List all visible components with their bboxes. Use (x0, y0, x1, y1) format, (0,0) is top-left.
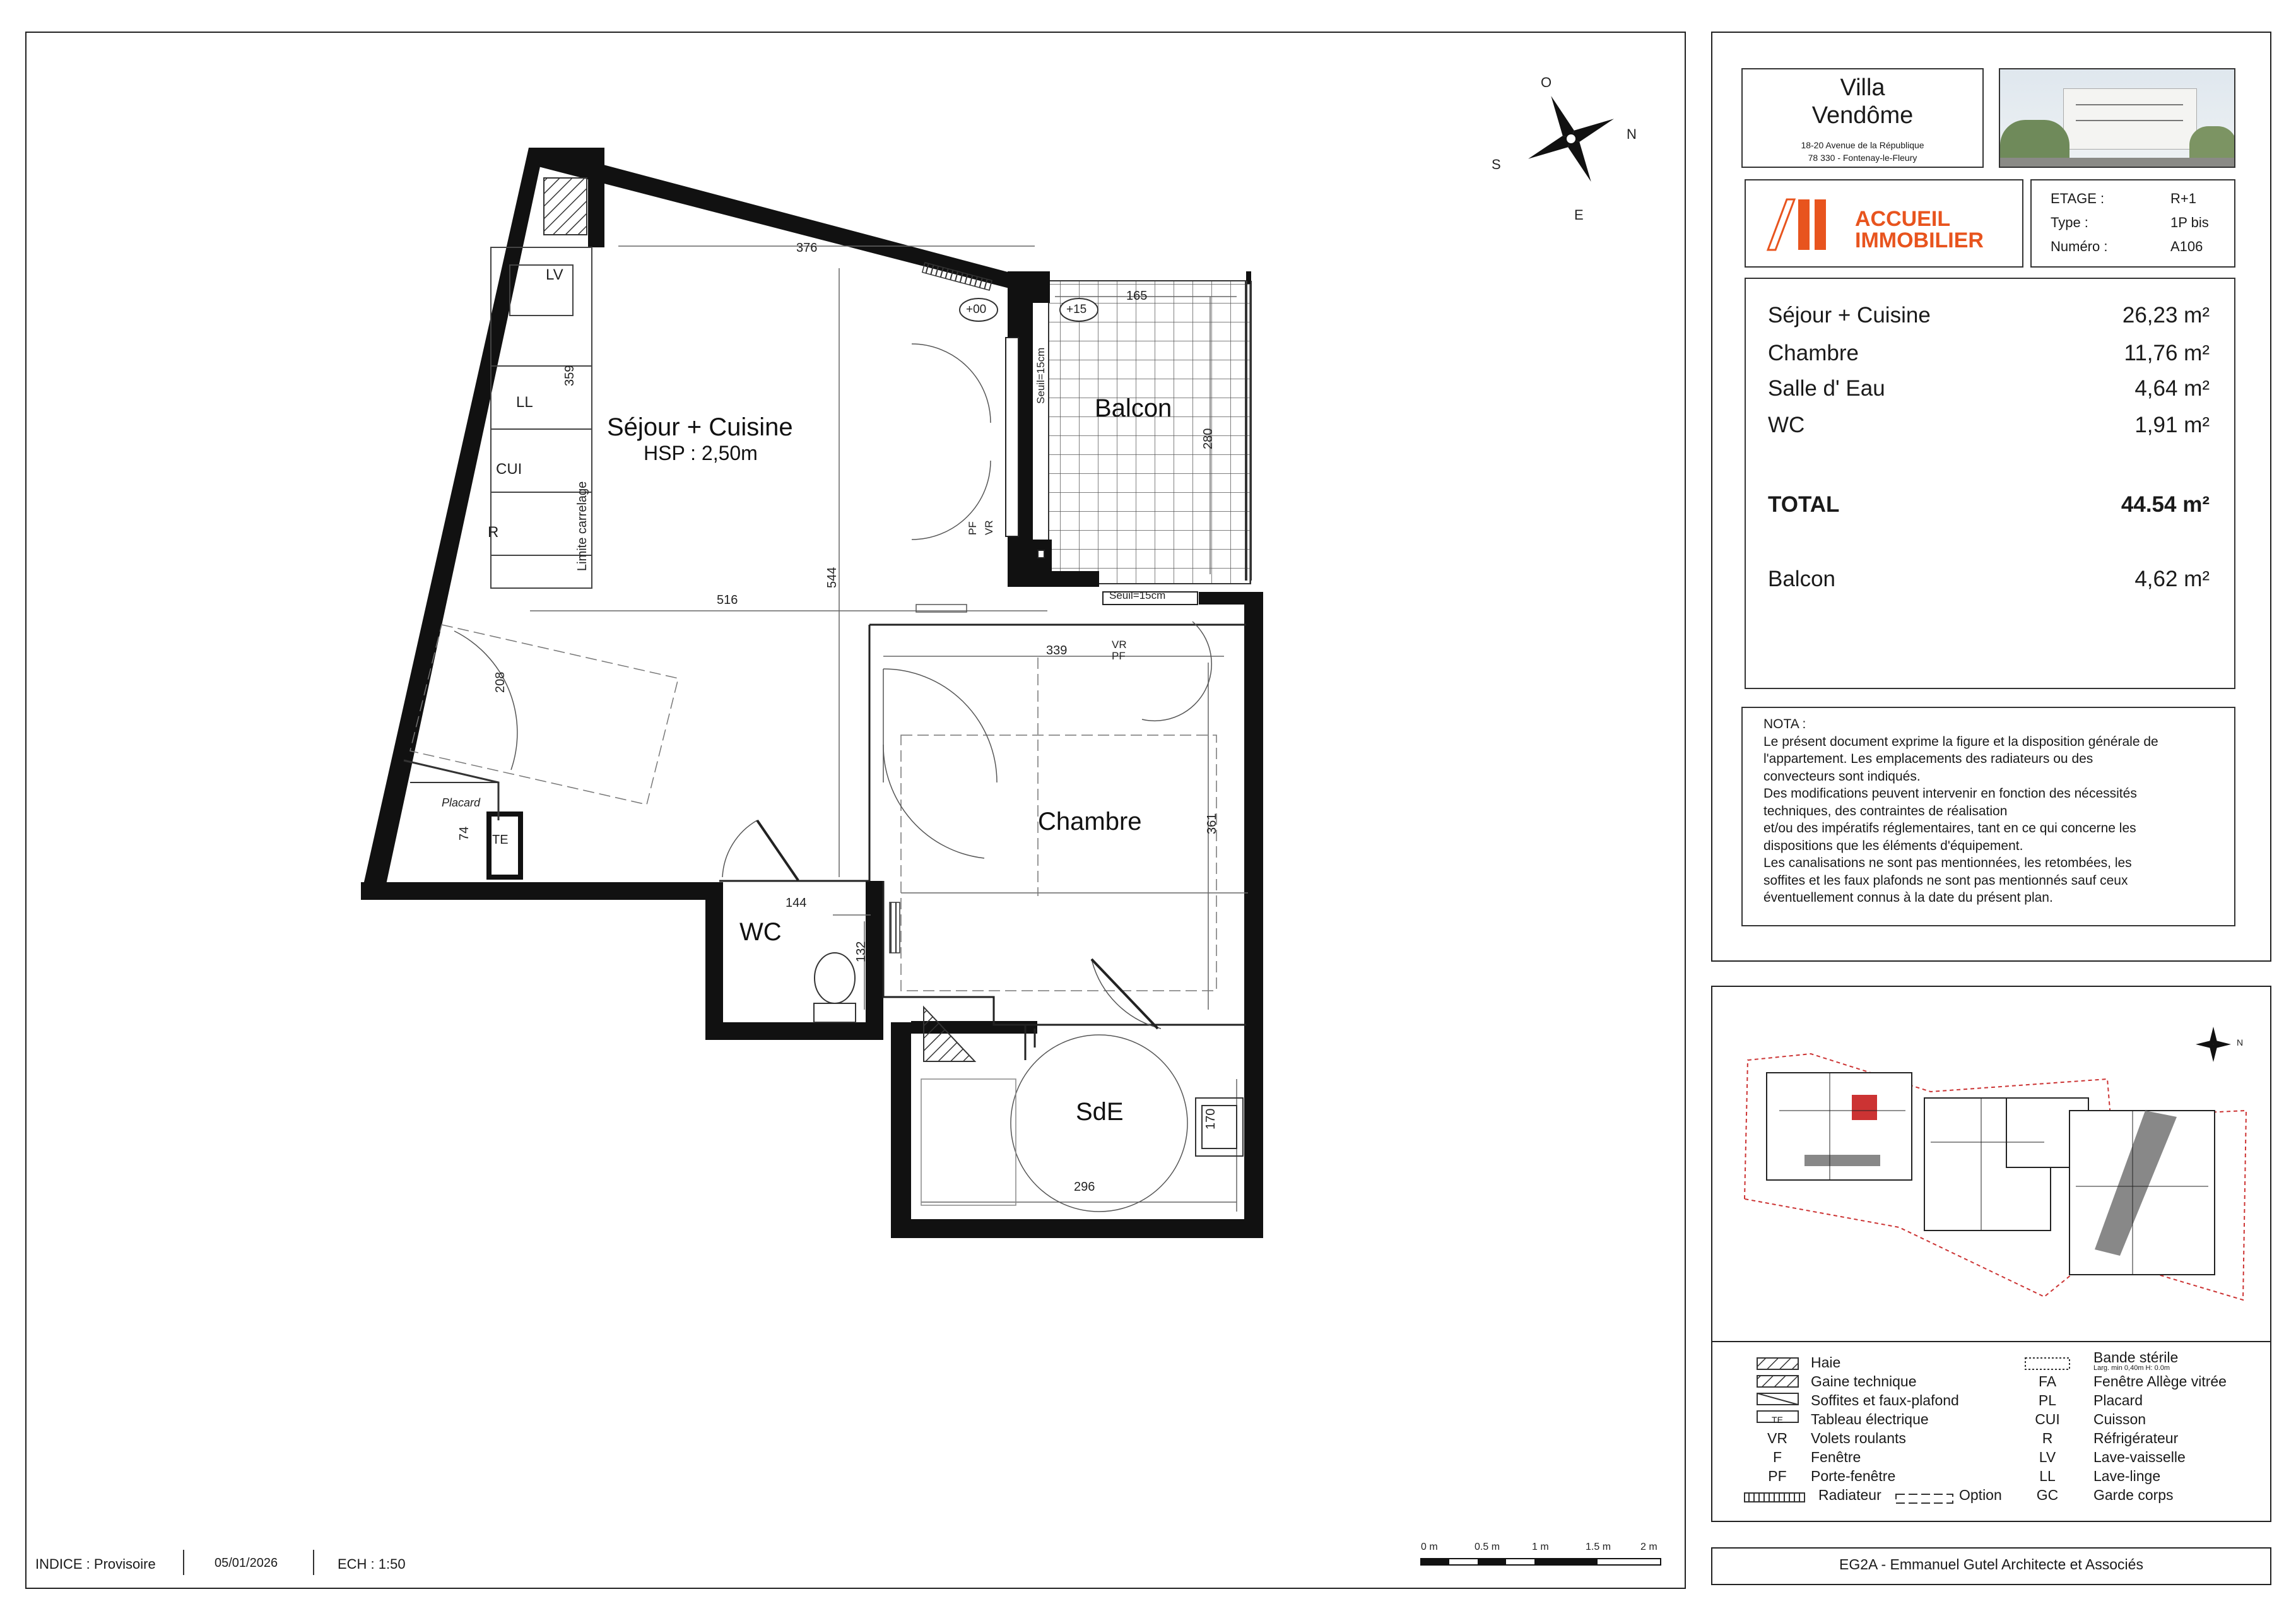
legend-label: Option (1959, 1487, 2002, 1503)
brand-logo-icon (1762, 194, 1831, 252)
area-value: 26,23 m² (2122, 303, 2210, 328)
legend-gc (2025, 1487, 2174, 1504)
level-marker-00: +00 (966, 303, 987, 316)
scale-label-15: 1.5 m (1586, 1542, 1611, 1552)
area-row-balcon (1768, 567, 2210, 592)
legend-code: PL (2038, 1392, 2057, 1408)
scale-label-1: 1 m (1532, 1542, 1549, 1552)
legend-gaine (1811, 1373, 1917, 1390)
legend-code: GC (2036, 1487, 2059, 1503)
fixture-pf-bottom: PF (1112, 650, 1126, 662)
lot-info-value: A106 (2170, 239, 2203, 254)
note-line: éventuellement connus à la date du présent plan. (1763, 890, 2053, 905)
note-line: techniques, des contraintes de réalisation (1763, 803, 2008, 818)
legend-option (1959, 1487, 2002, 1504)
legend-label: Fenêtre (1811, 1449, 1861, 1465)
fixture-placard: Placard (442, 796, 481, 809)
total-label: TOTAL (1768, 492, 1840, 517)
legend-divider (1711, 1341, 2271, 1342)
dimension-339: 339 (1046, 644, 1068, 658)
project-name-line2: Vendôme (1811, 102, 1914, 129)
legend-label: Placard (2093, 1392, 2143, 1408)
area-room: Séjour + Cuisine (1768, 303, 1931, 328)
dimension-165: 165 (1126, 289, 1148, 303)
legend-label: Garde corps (2093, 1487, 2174, 1503)
legend-pf (1755, 1468, 1895, 1485)
legend-code: LV (2039, 1449, 2056, 1465)
legend-sub: Larg. min 0,40m H: 0.0m (2093, 1364, 2170, 1372)
fixture-cui: CUI (496, 461, 522, 478)
compass-rose (1526, 93, 1616, 184)
project-name-line1: Villa (1840, 74, 1885, 101)
scale-bar (1421, 1559, 1661, 1565)
legend-cui (2025, 1411, 2146, 1428)
lot-info-type (2051, 215, 2209, 231)
level-marker-15: +15 (1066, 303, 1087, 316)
legend-label: Bande stérile (2093, 1349, 2179, 1366)
fixture-lv: LV (546, 266, 563, 283)
brand-name-line1: ACCUEIL (1855, 207, 1951, 231)
dimension-376: 376 (796, 241, 818, 255)
fixture-ll: LL (516, 394, 533, 411)
legend-label: Gaine technique (1811, 1373, 1917, 1390)
note-title: NOTA : (1763, 717, 1806, 731)
dimension-170: 170 (1204, 1108, 1218, 1130)
dimension-361: 361 (1205, 813, 1219, 834)
lot-info-etage (2051, 191, 2196, 207)
note-line: Les canalisations ne sont pas mentionnées, les retombées, les (1763, 856, 2132, 870)
lot-info-label: Numéro : (2051, 239, 2108, 254)
legend-soffites (1811, 1392, 1959, 1409)
legend-code: F (1772, 1449, 1782, 1465)
note-text (1763, 716, 2158, 907)
legend-te (1755, 1411, 1929, 1428)
legend-f (1755, 1449, 1861, 1466)
washbasin (1196, 1098, 1243, 1156)
room-label-hsp: HSP : 2,50m (644, 442, 758, 464)
balcon-label: Balcon (1768, 567, 1836, 591)
note-line: dispositions que les éléments d'équipement. (1763, 838, 2023, 853)
dimension-359: 359 (563, 365, 577, 386)
lot-info-label: ETAGE : (2051, 191, 2105, 206)
footer-divider-2 (313, 1550, 314, 1575)
project-photo (1999, 68, 2235, 168)
area-value: 11,76 m² (2124, 341, 2210, 365)
dimension-208: 208 (493, 671, 507, 693)
area-row-chambre (1768, 341, 2210, 366)
balcon-value: 4,62 m² (2134, 567, 2210, 591)
project-address-line1: 18-20 Avenue de la République (1801, 140, 1924, 150)
fixture-r: R (488, 524, 499, 541)
fixture-pf-left: PF (967, 521, 979, 535)
footer-date: 05/01/2026 (215, 1556, 278, 1570)
gaine-technique (544, 178, 587, 235)
fixture-seuil-vertical: Seuil=15cm (1035, 347, 1047, 404)
areas-box (1745, 278, 2235, 689)
dimension-544: 544 (825, 567, 839, 588)
compass-s: S (1492, 156, 1501, 172)
fixture-te: TE (492, 833, 509, 847)
scale-label-2: 2 m (1640, 1542, 1657, 1552)
legend-haie (1811, 1354, 1840, 1371)
legend-code: LL (2039, 1468, 2056, 1484)
footer-divider-1 (183, 1550, 184, 1575)
dimension-132: 132 (854, 941, 868, 962)
legend-label: Porte-fenêtre (1811, 1468, 1896, 1484)
area-room: WC (1768, 413, 1805, 437)
legend-label: Cuisson (2093, 1411, 2146, 1427)
legend-bande-sterile (2093, 1350, 2178, 1372)
area-row-total (1768, 492, 2210, 517)
area-row-salle-eau (1768, 376, 2210, 401)
legend-r (2025, 1430, 2178, 1447)
legend-fa (2025, 1373, 2227, 1390)
total-value: 44.54 m² (2121, 492, 2210, 517)
dimension-296: 296 (1074, 1180, 1095, 1194)
legend-label: Fenêtre Allège vitrée (2093, 1373, 2227, 1390)
note-line: Des modifications peuvent intervenir en fonction des nécessités (1763, 786, 2137, 801)
legend-code: VR (1767, 1430, 1787, 1446)
area-row-wc (1768, 413, 2210, 438)
area-value: 1,91 m² (2134, 413, 2210, 437)
scale-label-05: 0.5 m (1475, 1542, 1500, 1552)
dimension-516: 516 (717, 593, 738, 607)
legend-label: Tableau électrique (1811, 1411, 1929, 1427)
note-line: soffites et les faux plafonds ne sont pas mentionnés sauf ceux (1763, 873, 2128, 888)
footer-scale: ECH : 1:50 (338, 1556, 406, 1572)
fixture-vr-bottom: VR (1112, 639, 1127, 651)
fixture-seuil-horizontal: Seuil=15cm (1109, 589, 1166, 601)
legend-pl (2025, 1392, 2143, 1409)
mini-compass (2196, 1027, 2231, 1062)
room-label-sejour: Séjour + Cuisine (607, 413, 793, 441)
area-row-sejour (1768, 303, 2210, 328)
lot-info-numero (2051, 239, 2203, 255)
legend-code: TE (1772, 1414, 1783, 1425)
legend-code: CUI (2035, 1411, 2060, 1427)
site-plan (1745, 1054, 2246, 1300)
note-line: convecteurs sont indiqués. (1763, 769, 1921, 784)
room-label-sde: SdE (1076, 1098, 1124, 1126)
compass-e: E (1574, 207, 1584, 223)
scale-label-0: 0 m (1421, 1542, 1438, 1552)
legend-label: Réfrigérateur (2093, 1430, 2179, 1446)
note-line: l'appartement. Les emplacements des radiateurs ou des (1763, 752, 2093, 766)
lot-info-value: 1P bis (2170, 215, 2209, 230)
legend-code: R (2042, 1430, 2053, 1446)
dimension-144: 144 (786, 896, 807, 910)
footer-indice: INDICE : Provisoire (35, 1556, 156, 1572)
architect-credit: EG2A - Emmanuel Gutel Architecte et Associés (1839, 1556, 2143, 1573)
legend-radiateur (1818, 1487, 1881, 1504)
brand-name-line2: IMMOBILIER (1855, 228, 1984, 252)
legend-label: Radiateur (1818, 1487, 1881, 1503)
room-label-chambre: Chambre (1038, 808, 1142, 835)
area-value: 4,64 m² (2134, 376, 2210, 401)
balcony-floor (1049, 281, 1251, 584)
legend-ll (2025, 1468, 2160, 1485)
compass-n: N (1627, 126, 1637, 142)
compass-o: O (1541, 74, 1552, 90)
lot-info-label: Type : (2051, 215, 2088, 230)
mini-compass-n: N (2237, 1037, 2244, 1048)
legend-label: Lave-linge (2093, 1468, 2161, 1484)
legend-label: Soffites et faux-plafond (1811, 1392, 1959, 1408)
room-label-wc: WC (739, 918, 782, 946)
dimension-74: 74 (457, 826, 471, 841)
project-address-line2: 78 330 - Fontenay-le-Fleury (1808, 153, 1917, 163)
note-line: Le présent document exprime la figure et la disposition générale de (1763, 734, 2158, 749)
radiator-wc (890, 902, 900, 953)
legend-label: Haie (1811, 1354, 1841, 1371)
legend-code: FA (2038, 1373, 2057, 1390)
legend-label: Lave-vaisselle (2093, 1449, 2186, 1465)
fixture-vr-left: VR (983, 520, 995, 535)
area-room: Salle d' Eau (1768, 376, 1885, 401)
room-label-balcon: Balcon (1095, 394, 1172, 422)
area-room: Chambre (1768, 341, 1859, 365)
legend-lv (2025, 1449, 2186, 1466)
legend-vr (1755, 1430, 1906, 1447)
note-line: et/ou des impératifs réglementaires, tant en ce qui concerne les (1763, 821, 2136, 835)
legend-label: Volets roulants (1811, 1430, 1906, 1446)
lot-info-value: R+1 (2170, 191, 2196, 206)
dimension-280: 280 (1201, 428, 1215, 449)
toilet (814, 953, 856, 1022)
fixture-limite-carrelage: Limite carrelage (575, 481, 589, 571)
legend-code: PF (1768, 1468, 1787, 1484)
